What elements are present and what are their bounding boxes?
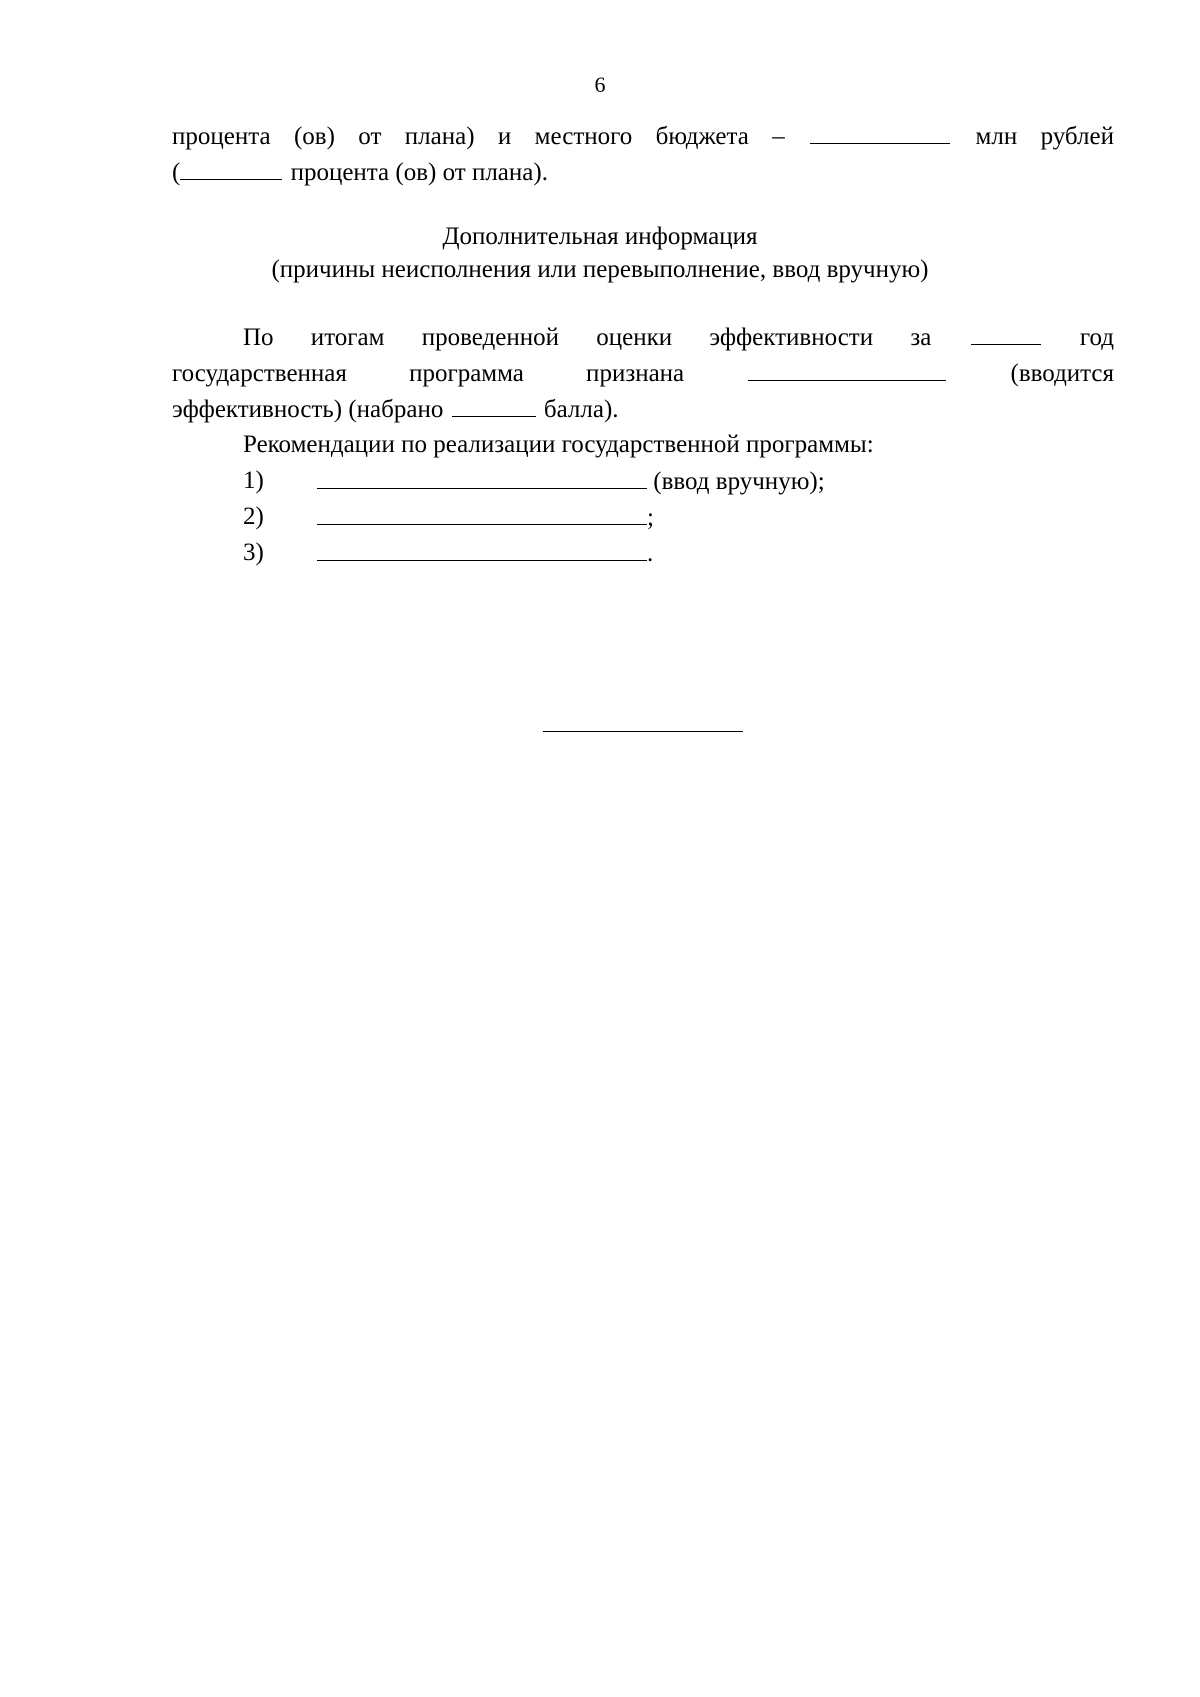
evaluation-line-3-text: эффективность) (набрано	[172, 396, 444, 423]
evaluation-line-1-year: год	[1079, 324, 1115, 351]
budget-line-2-text: процента (ов) от плана).	[290, 159, 548, 186]
recommendation-number: 1)	[243, 467, 264, 494]
recommendation-blank	[317, 466, 647, 489]
recommendation-suffix: .	[647, 540, 654, 567]
recommendation-suffix: (ввод вручную);	[647, 468, 825, 495]
recommendations-title: Рекомендации по реализации государственной программы:	[243, 431, 874, 458]
evaluation-line-2-text: государственная программа признана	[172, 360, 685, 387]
evaluation-score-blank	[452, 394, 536, 417]
additional-info-subheading: (причины неисполнения или перевыполнение, ввод вручную)	[271, 256, 929, 283]
evaluation-line-1	[243, 322, 1114, 353]
additional-info-heading: Дополнительная информация	[442, 223, 758, 250]
recommendation-text-line	[317, 502, 654, 533]
budget-line-1	[172, 121, 1114, 152]
budget-line-1-unit: млн рублей	[975, 123, 1114, 150]
recommendation-text-line	[317, 466, 825, 497]
recommendation-blank	[317, 538, 647, 561]
budget-amount-blank	[810, 121, 950, 144]
recommendation-suffix: ;	[647, 504, 654, 531]
recommendation-blank	[317, 502, 647, 525]
recommendation-text-line	[317, 538, 653, 569]
budget-line-1-text: процента (ов) от плана) и местного бюджета –	[172, 123, 785, 150]
budget-percent-blank	[180, 157, 282, 180]
recommendation-number: 2)	[243, 503, 264, 530]
evaluation-line-2-note: (вводится	[1010, 360, 1114, 387]
end-of-document-rule	[543, 731, 743, 732]
evaluation-line-3	[172, 394, 619, 425]
budget-line-2	[172, 157, 548, 188]
budget-open-paren: (	[172, 159, 181, 186]
page-number: 6	[594, 72, 606, 97]
evaluation-line-3-suffix: балла).	[543, 396, 619, 423]
evaluation-result-blank	[748, 358, 946, 381]
evaluation-line-2	[172, 358, 1114, 389]
evaluation-year-blank	[971, 322, 1041, 345]
evaluation-line-1-text: По итогам проведенной оценки эффективности за	[243, 324, 932, 351]
recommendation-number: 3)	[243, 539, 264, 566]
